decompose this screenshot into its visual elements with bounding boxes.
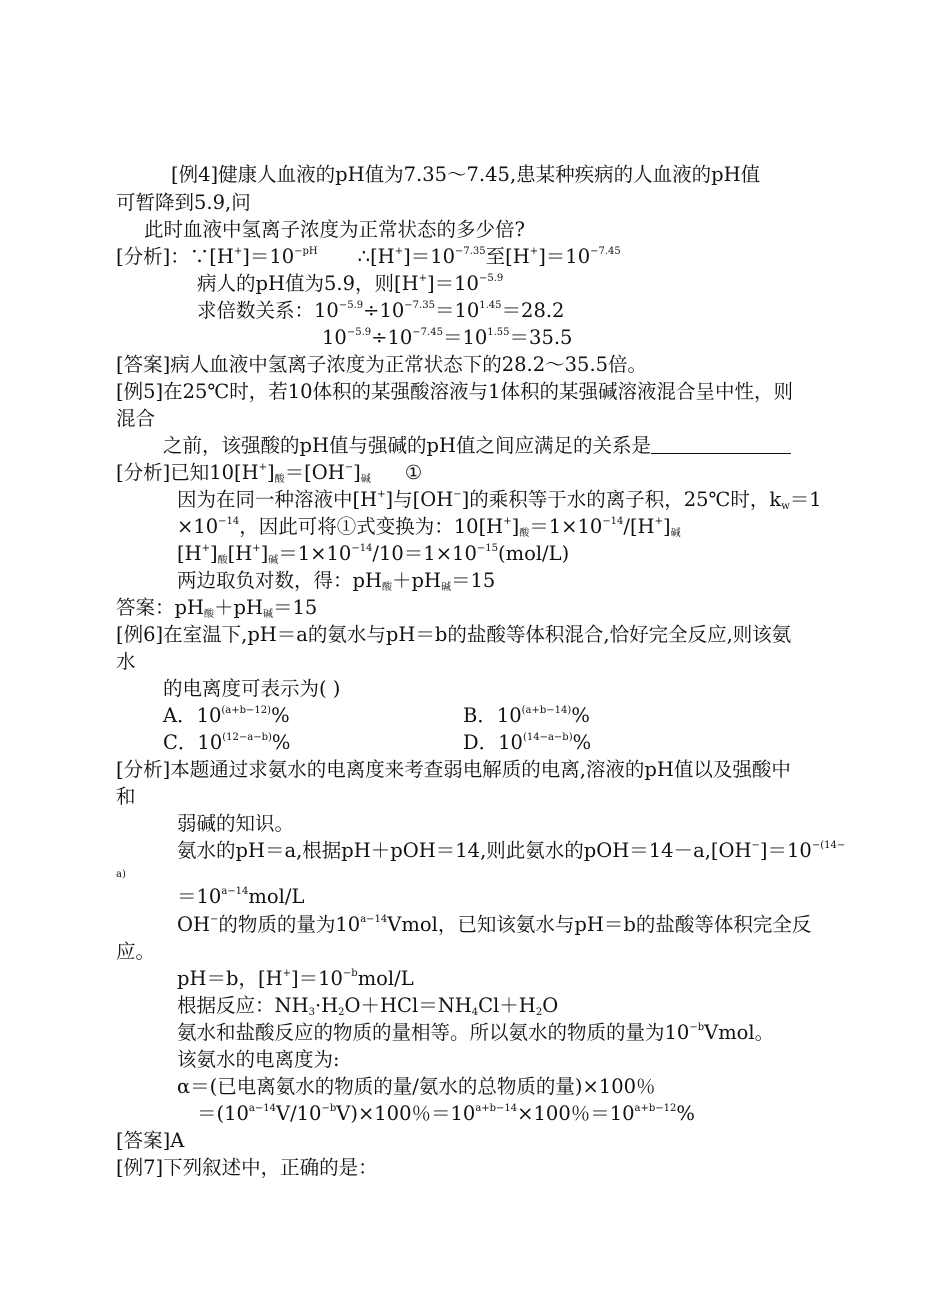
ex6-analysis-line11: 该氨水的电离度为: [177,1048,340,1071]
ex5-answer: 答案：$pH_酸+pH_碱=15$ [116,596,318,620]
ex4-analysis-line1: [分析]：$\because[H^+]=10^{-pH}$ $\therefore[H^+]=10^{-7.35}$至$[H^+]=10^{-7.45}$ [116,245,621,268]
ex4-question-line2: 可暂降到5.9,问 [116,191,251,214]
ex4-question-line1: [例4]健康人血液的pH值为7.35～7.45,患某种疾病的人血液的pH值 [171,163,761,186]
ex6-question-line2: 水 [116,650,136,673]
ex6-analysis-line7: 应。 [116,940,156,963]
ex6-analysis-line12: α＝(已电离氨水的物质的量/氨水的总物质的量)×100％ [177,1075,656,1098]
ex6-analysis-line10: 氨水和盐酸反应的物质的量相等。所以氨水的物质的量为$10^{-b}Vmol$。 [177,1021,775,1044]
ex5-analysis-line5: 两边取负对数，得：$pH_酸+pH_碱=15$ [177,569,496,593]
option-a: A．$10^{(a+b-12)}\%$ [163,704,290,727]
ex6-analysis-line4: 氨水的pH＝a,根据pH＋pOH＝14,则此氨水的$pOH=14-a,[OH^-]=10^{-(14-}$ [177,839,846,862]
ex6-analysis-line8: pH＝b，$[H^+]=10^{-b}mol/L$ [177,967,414,990]
option-d: D．$10^{(14-a-b)}\%$ [463,731,592,754]
ex6-analysis-line13: $=(10^{a-14}V/10^{-b}V)\times 100$％$=10^{a+b-14}\times 100$％$=10^{a+b-12}\%$ [197,1102,695,1125]
ex6-question-line3: 的电离度可表示为( ) [163,677,341,700]
ex4-analysis-line2: 病人的pH值为5.9，则$[H^+]=10^{-5.9}$ [197,272,504,295]
ex4-ratio-line1: 求倍数关系：$10^{-5.9}\div 10^{-7.35}=10^{1.45}=28.2$ [197,299,565,322]
ex6-answer: [答案]A [116,1129,185,1152]
option-c: C．$10^{(12-a-b)}\%$ [163,731,291,754]
ex6-reaction-equation: 根据反应：$NH_3\cdot H_2O+HCl=NH_4Cl+H_2O$ [177,994,559,1018]
ex5-question-line1: [例5]在25℃时，若10体积的某强酸溶液与1体积的某强碱溶液混合呈中性，则 [116,380,793,403]
ex6-analysis-line5: $=10^{a-14}mol/L$ [177,885,305,908]
ex4-answer: [答案]病人血液中氢离子浓度为正常状态下的28.2～35.5倍。 [116,353,648,376]
ex6-question-line1: [例6]在室温下,pH＝a的氨水与pH＝b的盐酸等体积混合,恰好完全反应,则该氨 [116,623,792,646]
ex5-analysis-line4: $[H^+]_酸[H^+]_碱=1\times 10^{-14}/10=1\times 10^{-15}(mol/L)$ [177,542,570,566]
ex4-ratio-line2: $10^{-5.9}\div 10^{-7.45}=10^{1.55}=35.5$ [322,326,573,349]
ex5-analysis-line3: $\times 10^{-14}$，因此可将①式变换为：$10[H^+]_酸=1\times 10^{-14}/[H^+]_碱$ [177,515,681,539]
ex6-analysis-line6: OH−的物质的量为$10^{a-14}Vmol$，已知该氨水与pH＝b的盐酸等体积完全反 [177,913,812,936]
ex6-analysis-line4-wrap: a) [116,869,126,880]
ex5-question-line3: 之前，该强酸的pH值与强碱的pH值之间应满足的关系是 [163,433,791,459]
ex5-analysis-line2: 因为在同一种溶液中[H+]与[OH−]的乘积等于水的离子积，25℃时，$k_w=1$ [177,488,822,512]
ex4-question-line3: 此时血液中氢离子浓度为正常状态的多少倍? [144,218,525,241]
option-b: B．$10^{(a+b-14)}\%$ [463,704,590,727]
ex5-question-line2: 混合 [116,407,156,430]
ex6-analysis-line3: 弱碱的知识。 [177,812,295,835]
ex5-analysis-line1: [分析]已知$10[H^+]_酸=[OH^-]_碱$ ① [116,461,423,485]
ex6-analysis-line1: [分析]本题通过求氨水的电离度来考查弱电解质的电离,溶液的pH值以及强酸中 [116,758,791,781]
ex7-question-line1: [例7]下列叙述中，正确的是： [116,1156,378,1179]
answer-blank [651,435,791,454]
ex6-analysis-line2: 和 [116,785,136,808]
